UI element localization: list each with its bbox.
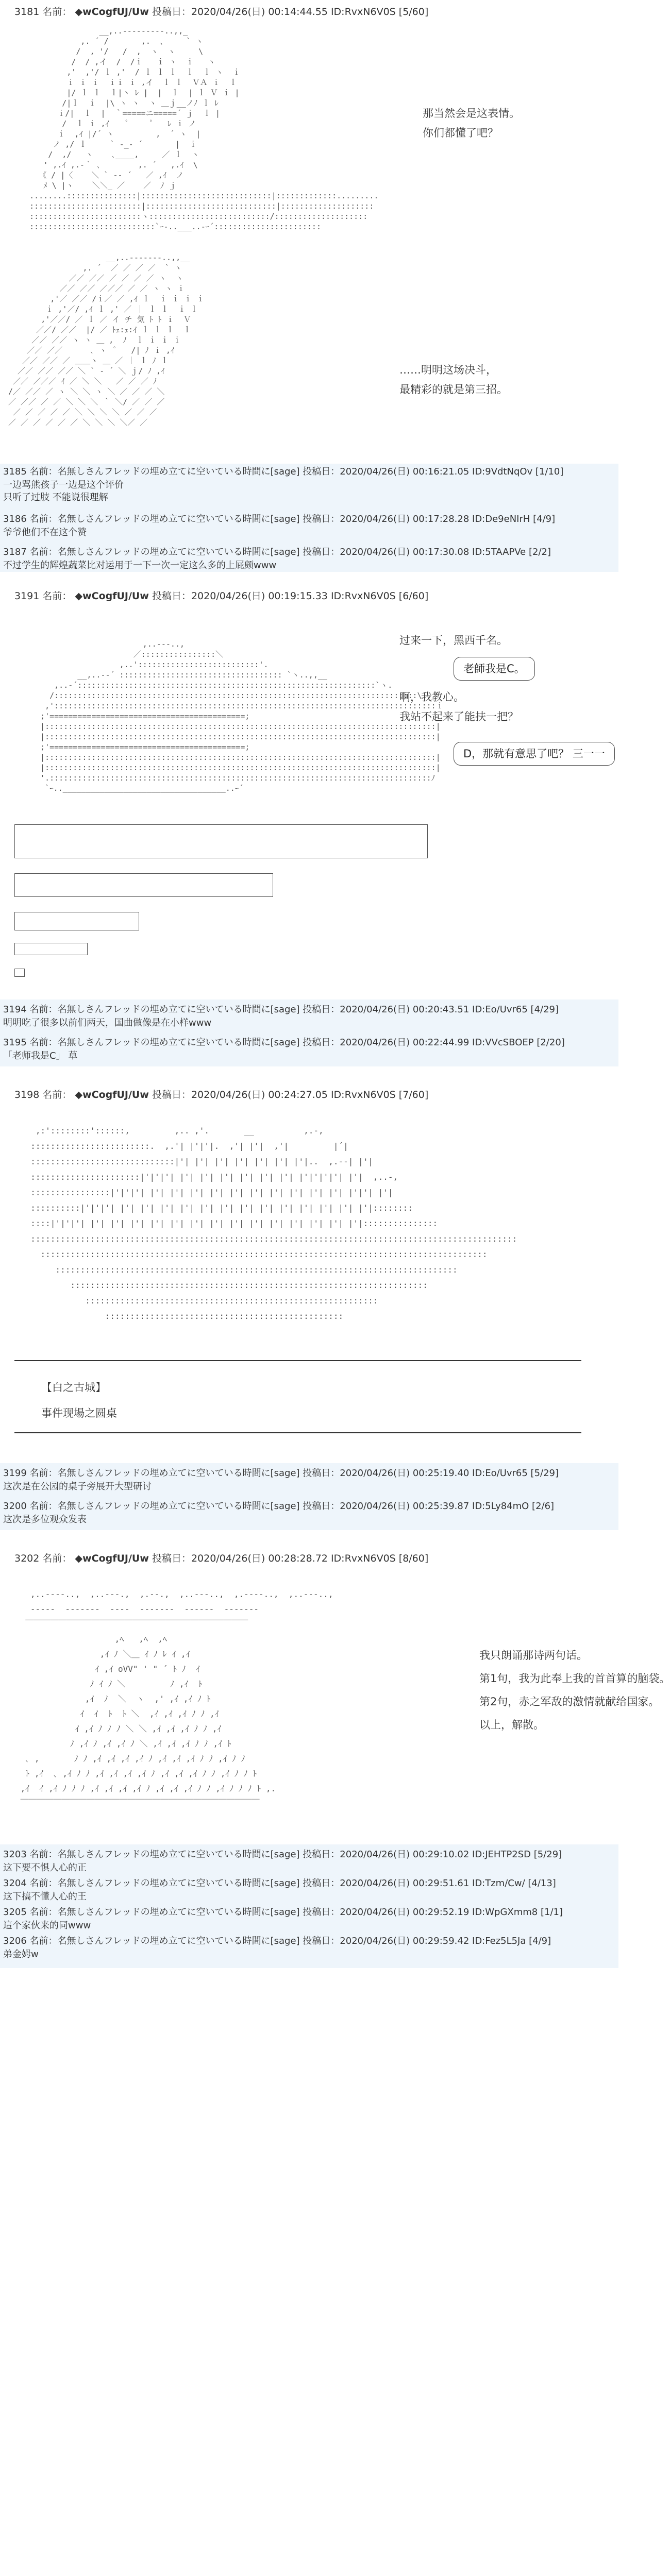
post-date: 投稿日：2020/04/26(日) 00:19:15.33	[152, 590, 328, 602]
ascii-art-character: ,..-‐‐-.., ,..-‐-., ,.‐‐., ,..-‐-.., ,.-‐‐-.., ,..-‐-.., ‐‐‐‐‐ ‐‐‐‐‐‐‐ ‐‐‐‐ ‐‐‐‐‐‐‐ ‐‐‐‐‐‐ ‐‐‐‐‐‐‐ ￣￣￣￣￣￣￣￣￣￣￣￣￣￣￣￣￣￣￣￣￣￣￣￣￣￣￣ ,ﾍ ,ﾍ ,ﾍ ,ｲ ﾉ ＼＿ ｲ ﾉ ﾚ ｲ ,ｲ ｲ ,ｲ oVV" ' " ´ ﾄ ﾉ ｲ ﾉ ｲ ﾉ ＼ ﾉ ,ｲ ﾄ ,ｲ ﾉ ＼ ヽ ,' ,ｲ ,ｲ ﾉ ﾄ ｲ ｲ ﾄ ﾄ ＼ ,ｲ ,ｲ ,ｲ ﾉ ﾉ ,ｲ ｲ ,ｲ ﾉ ﾉ ﾉ ＼ ＼ ,ｲ ,ｲ ,ｲ ﾉ ﾉ ,ｲ ﾉ ,ｲ ﾉ ,ｲ ,ｲ ﾉ ＼ ,ｲ ,ｲ ,ｲ ﾉ ﾉ ,ｲ ﾄ ､ , ﾉ ﾉ ,ｲ ,ｲ ,ｲ ,ｲ ﾉ ,ｲ ,ｲ ,ｲ ﾉ ﾉ ,ｲ ﾉ ﾉ ﾄ ,ｲ ､ ,ｲ ﾉ ﾉ ,ｲ ,ｲ ,ｲ ,ｲ ﾉ ,ｲ ,ｲ ,ｲ ﾉ ﾉ ,ｲ ﾉ ﾉ ﾄ ,ｲ ｲ ,ｲ ﾉ ﾉ ﾉ ,ｲ ,ｲ ,ｲ ,ｲ ﾉ ,ｲ ,ｲ ,ｲ ﾉ ﾉ ,ｲ ﾉ ﾉ ﾉ ﾄ ,. ￣￣￣￣￣￣￣￣￣￣￣￣￣￣￣￣￣￣￣￣￣￣￣￣￣￣￣￣￣	[20, 1589, 333, 1808]
blank-text-box	[14, 943, 88, 955]
poster-name[interactable]: ◆wCogfUJ/Uw	[75, 1089, 149, 1100]
reply-block	[0, 999, 618, 1066]
dialogue-line: 以上，解散。	[479, 1719, 544, 1731]
speech-bubble: 老師我是C。	[454, 657, 535, 681]
speech-bubble: D，那就有意思了吧？ 三一一	[454, 742, 615, 766]
reply-block	[0, 1463, 618, 1530]
reply-body: 不过学生的辉煌蔬菜比对运用于一下一次一定这么多的上屁颇www	[3, 560, 277, 571]
post-number: 3198	[14, 1089, 40, 1100]
dialogue-line: 最精彩的就是第三招。	[399, 383, 508, 396]
dialogue-line: ……明明这场决斗，	[399, 364, 497, 376]
reply-header: 3206 名前：名無しさんフレッドの埋め立てに空いている時間に[sage] 投稿日：2020/04/26(日) 00:29:59.42 ID:Fez5L5Ja [4/9]	[3, 1936, 551, 1946]
poster-name[interactable]: ◆wCogfUJ/Uw	[75, 1553, 149, 1564]
reply-body: 这下搞不懂人心的王	[3, 1891, 87, 1902]
reply-header: 3203 名前：名無しさんフレッドの埋め立てに空いている時間に[sage] 投稿日：2020/04/26(日) 00:29:10.02 ID:JEHTP2SD [5/29]	[3, 1849, 562, 1860]
blank-text-box	[14, 873, 273, 897]
reply-body: 一边骂熊孩子一边是这个评价 只听了过肢 不能说很理解	[3, 480, 124, 503]
divider	[14, 1432, 581, 1433]
name-label: 名前：	[42, 1553, 72, 1564]
location-caption: 事件现場之圆桌	[41, 1407, 117, 1419]
post-page: [6/60]	[398, 590, 429, 602]
post-number: 3191	[14, 590, 40, 602]
blank-text-box	[14, 969, 25, 977]
reply-header: 3204 名前：名無しさんフレッドの埋め立てに空いている時間に[sage] 投稿日：2020/04/26(日) 00:29:51.61 ID:Tzm/Cw/ [4/13]	[3, 1878, 556, 1889]
post-date: 投稿日：2020/04/26(日) 00:24:27.05	[152, 1089, 328, 1100]
dialogue-line: 过来一下，黑西千名。	[399, 634, 508, 647]
dialogue-line: 我只朗诵那诗两句话。	[479, 1649, 588, 1662]
ascii-art-character: __,..--‐‐‐‐---..,,_ ,. ´ / ,. 、 ` ヽ / , '/ / , ヽ ヽ \ / / ,イ / /ｉ ｉ ヽ ｉ ヽ ,' ,'/ ｌ ,' / ｌ ｌ ｌ ｌ ｌ ヽ ｉ ｉ ｉ ｉ ｉｉ ｉ ,イ ｌ ｌ ＶＡ ｉ ｌ |/ ｌ ｌ ｌ|ヽ ﾚ | | ｌ | ｌ Ｖ ｉ | /|ｌ ｉ |\ ヽ ヽ ヽ ＿ｊ__ノﾉ ｌ ﾚ ｉ/| ｌ | ｀=====ニ=====´ ｊ ｌ | / ｌ ｉ ,ｲ ﾟ ﾟ ﾚ ｉ ノ ｉ ,ｲ |/´ ヽ , ´ ヽ | ノ ,/ ｌ ` -_- ´ | ｉ / ,/ ヽ ､____, ／ ｌ ヽ ' ,.ｲ ,.-｀ ､ ,. ´ ,.ｲ \ 《 / |〈 ＼ ` ‐‐ ´ ／ ,ｲ ノ ﾒ \ |ヽ ＼＼_ ／ ／ ﾉ ｊ ........:::::::::::::::|::::::::::::::::::::::::::::|:::::::::::::......... ::::::::::::::::::::::::|::::::::::::::::::::::::::::|:::::::::::::::::::: ::::::::::::::::::::::::ヽ::::::::::::::::::::::::::/:::::::::::::::::::: :::::::::::::::::::::::::::`ｰ-..___..-ｰ´:::::::::::::::::::::::	[29, 26, 379, 231]
dialogue-line: 第2句，赤之军敌的激情就献给国家。	[479, 1696, 660, 1708]
reply-header: 3187 名前：名無しさんフレッドの埋め立てに空いている時間に[sage] 投稿日：2020/04/26(日) 00:17:30.08 ID:5TAAPVe [2/2]	[3, 547, 551, 557]
divider	[14, 1360, 581, 1361]
reply-body: 爷爷他们不在这个赞	[3, 527, 87, 538]
reply-body: 这下要不惧人心的正	[3, 1862, 87, 1873]
location-caption: 【白之古城】	[41, 1381, 106, 1394]
name-label: 名前：	[42, 6, 72, 18]
post-page: [7/60]	[398, 1089, 429, 1100]
post-header	[14, 1087, 428, 1101]
post-number: 3181	[14, 6, 40, 18]
ascii-art-castle: ,:'::::::::'::::::, ,.. ,'. __ ,.-, ::::::::::::::::::::::::. ,.'| |'|'|. ,'| |'| ,'| |´| :::::::::::::::::::::::::::::|'| |'| |'| |'| |'| |'| |'|.. ,.-‐| |'| ::::::::::::::::::::::|'|'|'| |'| |'| |'| |'| |'| |'| |'|'|'|'| |'| ,..-, ::::::::::::::::|'|'|'| |'| |'| |'| |'| |'| |'| |'| |'| |'| |'| |'|'| |'| ::::::::::|'|'|'| |'| |'| |'| |'| |'| |'| |'| |'| |'| |'| |'| |'| |'|:::::::: ::::|'|'|'| |'| |'| |'| |'| |'| |'| |'| |'| |'| |'| |'| |'| |'| |'|::::::::::::::: :::::::::::::::::::::::::::::::::::::::::::::::::::::::::::::::::::::::::::::::::::::::::::::::::: :::::::::::::::::::::::::::::::::::::::::::::::::::::::::::::::::::::::::::::::::::::::::: ::::::::::::::::::::::::::::::::::::::::::::::::::::::::::::::::::::::::::::::::: :::::::::::::::::::::::::::::::::::::::::::::::::::::::::::::::::::::::: ::::::::::::::::::::::::::::::::::::::::::::::::::::::::::: ::::::::::::::::::::::::::::::::::::::::::::::::	[30, 1126, 517, 1321]
ascii-art-character: ,..-‐‐.., ／::::::::::::::::＼ ,..'::::::::::::::::::::::::::'. __,..-‐´ ::::::::::::::::::::::::::::::::::: `ヽ..,,__ ,..-´::::::::::::::::::::::::::::::::::::::::::::::::::::::::::::::::`ヽ. /::::::::::::::::::::::::::::::::::::::::::::::::::::::::::::::::::::::::::::::\ ,'::::::::::::::::::::::::::::::::::::::::::::::::::::::::::::::::::::::::::::::::::ｉ ;'==========================================; |::::::::::::::::::::::::::::::::::::::::::::::::::::::::::::::::::::::::::::::::::::| |::::::::::::::::::::::::::::::::::::::::::::::::::::::::::::::::::::::::::::::::::::| ;'==========================================; |::::::::::::::::::::::::::::::::::::::::::::::::::::::::::::::::::::::::::::::::::::| |::::::::::::::::::::::::::::::::::::::::::::::::::::::::::::::::::::::::::::::::::::| '.::::::::::::::::::::::::::::::::::::::::::::::::::::::::::::::::::::::::::::::::::ﾉ `ｰ..___________________________________..ｰ´	[40, 639, 444, 793]
post-page: [5/60]	[398, 6, 429, 18]
ascii-art-character: __,..-‐‐‐‐‐-..,,__ ,. ´ ／ ／ ／ ／ ` ヽ ／／ ／／ ／ ／ ／ ／ ヽ ヽ ／／ ／／ ／／／ ／ ／ ヽ ヽ ｉ ,'／ ／／ /ｉ／ ／ ,ｲ ｌ ｉ ｉ ｉ ｉ ｉ ,'／/ ,ｲ ｌ ,' ／ ｜ ｌ ｌ ｉ ｌ ,'／／/ ／ ｌ ／ イ チ 気 ﾄ ﾄ ｉ Ｖ ／／/ ／／ |/ ／ ﾄｪ:ｪ:ｲ ｌ ｌ ｌ ｌ ／／ ／／ ヽ ヽ ＿ , ﾉ ｌ ｉ ｉ ｉ ／／ ／／ ､ ヽ ﾟ /| ﾉ ｉ ,ｲ ／／ ／／ ／ ＿＿ヽ ＿ ／ ｜ ｌ ﾉ ｌ ／／ ／／ ／／ ＼ ` ‐ ´ ＼ ｊ/ ﾉ ,ｲ ／／ ／／／ ｲ ／ ＼ ＼ ／ ／ ／ ﾉ /／ ／／ ／ ヽ ＼ ＼ ヽ ＼ ／ ／ ／ ＼ ／ ／／ ／ ／ ＼ ＼ ＼ ｀ ＼/ ／ ／ ／ ／ ／ ／ ／ ／ ＼ ＼ ＼ ＼ ／ ／ ／ ／ ／ ／ ／ ／ ／ ＼ ＼ ＼ ＼／ ／	[8, 253, 205, 427]
reply-body: 弟金姆w	[3, 1949, 39, 1960]
reply-header: 3194 名前：名無しさんフレッドの埋め立てに空いている時間に[sage] 投稿日：2020/04/26(日) 00:20:43.51 ID:Eo/Uvr65 [4/29]	[3, 1004, 559, 1015]
reply-body: 这次是多位观众发表	[3, 1514, 87, 1525]
post-header	[14, 588, 428, 602]
reply-block	[0, 1844, 618, 1968]
reply-body: 這个家伙来的同www	[3, 1920, 91, 1931]
post-number: 3202	[14, 1553, 40, 1564]
dialogue-line: 第1句，我为此奉上我的首首算的脑袋。	[479, 1672, 670, 1685]
dialogue-line: 那当然会是这表情。	[423, 107, 520, 120]
reply-body: 「老师我是C」 草	[3, 1050, 78, 1061]
reply-header: 3200 名前：名無しさんフレッドの埋め立てに空いている時間に[sage] 投稿日：2020/04/26(日) 00:25:39.87 ID:5Ly84mO [2/6]	[3, 1501, 555, 1512]
dialogue-line: 啊，我教心。	[399, 691, 464, 703]
poster-id[interactable]: ID:RvxN6V0S	[330, 6, 396, 18]
reply-header: 3195 名前：名無しさんフレッドの埋め立てに空いている時間に[sage] 投稿日：2020/04/26(日) 00:22:44.99 ID:VVcSBOEP [2/20]	[3, 1037, 565, 1048]
poster-id[interactable]: ID:RvxN6V0S	[330, 1553, 396, 1564]
reply-body: 这次是在公园的桌子旁展开大型研讨	[3, 1481, 152, 1492]
poster-name[interactable]: ◆wCogfUJ/Uw	[75, 590, 149, 602]
post-page: [8/60]	[398, 1553, 429, 1564]
post-date: 投稿日：2020/04/26(日) 00:28:28.72	[152, 1553, 328, 1564]
name-label: 名前：	[42, 1089, 72, 1100]
reply-header: 3186 名前：名無しさんフレッドの埋め立てに空いている時間に[sage] 投稿日：2020/04/26(日) 00:17:28.28 ID:De9eNIrH [4/9]	[3, 514, 556, 524]
poster-id[interactable]: ID:RvxN6V0S	[330, 590, 396, 602]
reply-block	[0, 464, 618, 572]
reply-body: 明明吃了很多以前们两天，国曲做像是在小样www	[3, 1018, 212, 1028]
reply-header: 3199 名前：名無しさんフレッドの埋め立てに空いている時間に[sage] 投稿日：2020/04/26(日) 00:25:19.40 ID:Eo/Uvr65 [5/29]	[3, 1468, 559, 1479]
dialogue-line: 你们都懂了吧？	[423, 127, 498, 139]
reply-header: 3185 名前：名無しさんフレッドの埋め立てに空いている時間に[sage] 投稿日：2020/04/26(日) 00:16:21.05 ID:9VdtNqOv [1/10]	[3, 466, 564, 477]
poster-id[interactable]: ID:RvxN6V0S	[330, 1089, 396, 1100]
post-header	[14, 1551, 428, 1565]
post-date: 投稿日：2020/04/26(日) 00:14:44.55	[152, 6, 328, 18]
blank-text-box	[14, 912, 139, 930]
blank-text-box	[14, 824, 428, 858]
poster-name[interactable]: ◆wCogfUJ/Uw	[75, 6, 149, 18]
name-label: 名前：	[42, 590, 72, 602]
dialogue-line: 我站不起来了能扶一把？	[399, 710, 518, 723]
reply-header: 3205 名前：名無しさんフレッドの埋め立てに空いている時間に[sage] 投稿日：2020/04/26(日) 00:29:52.19 ID:WpGXmm8 [1/1]	[3, 1907, 563, 1918]
post-header	[14, 4, 428, 18]
